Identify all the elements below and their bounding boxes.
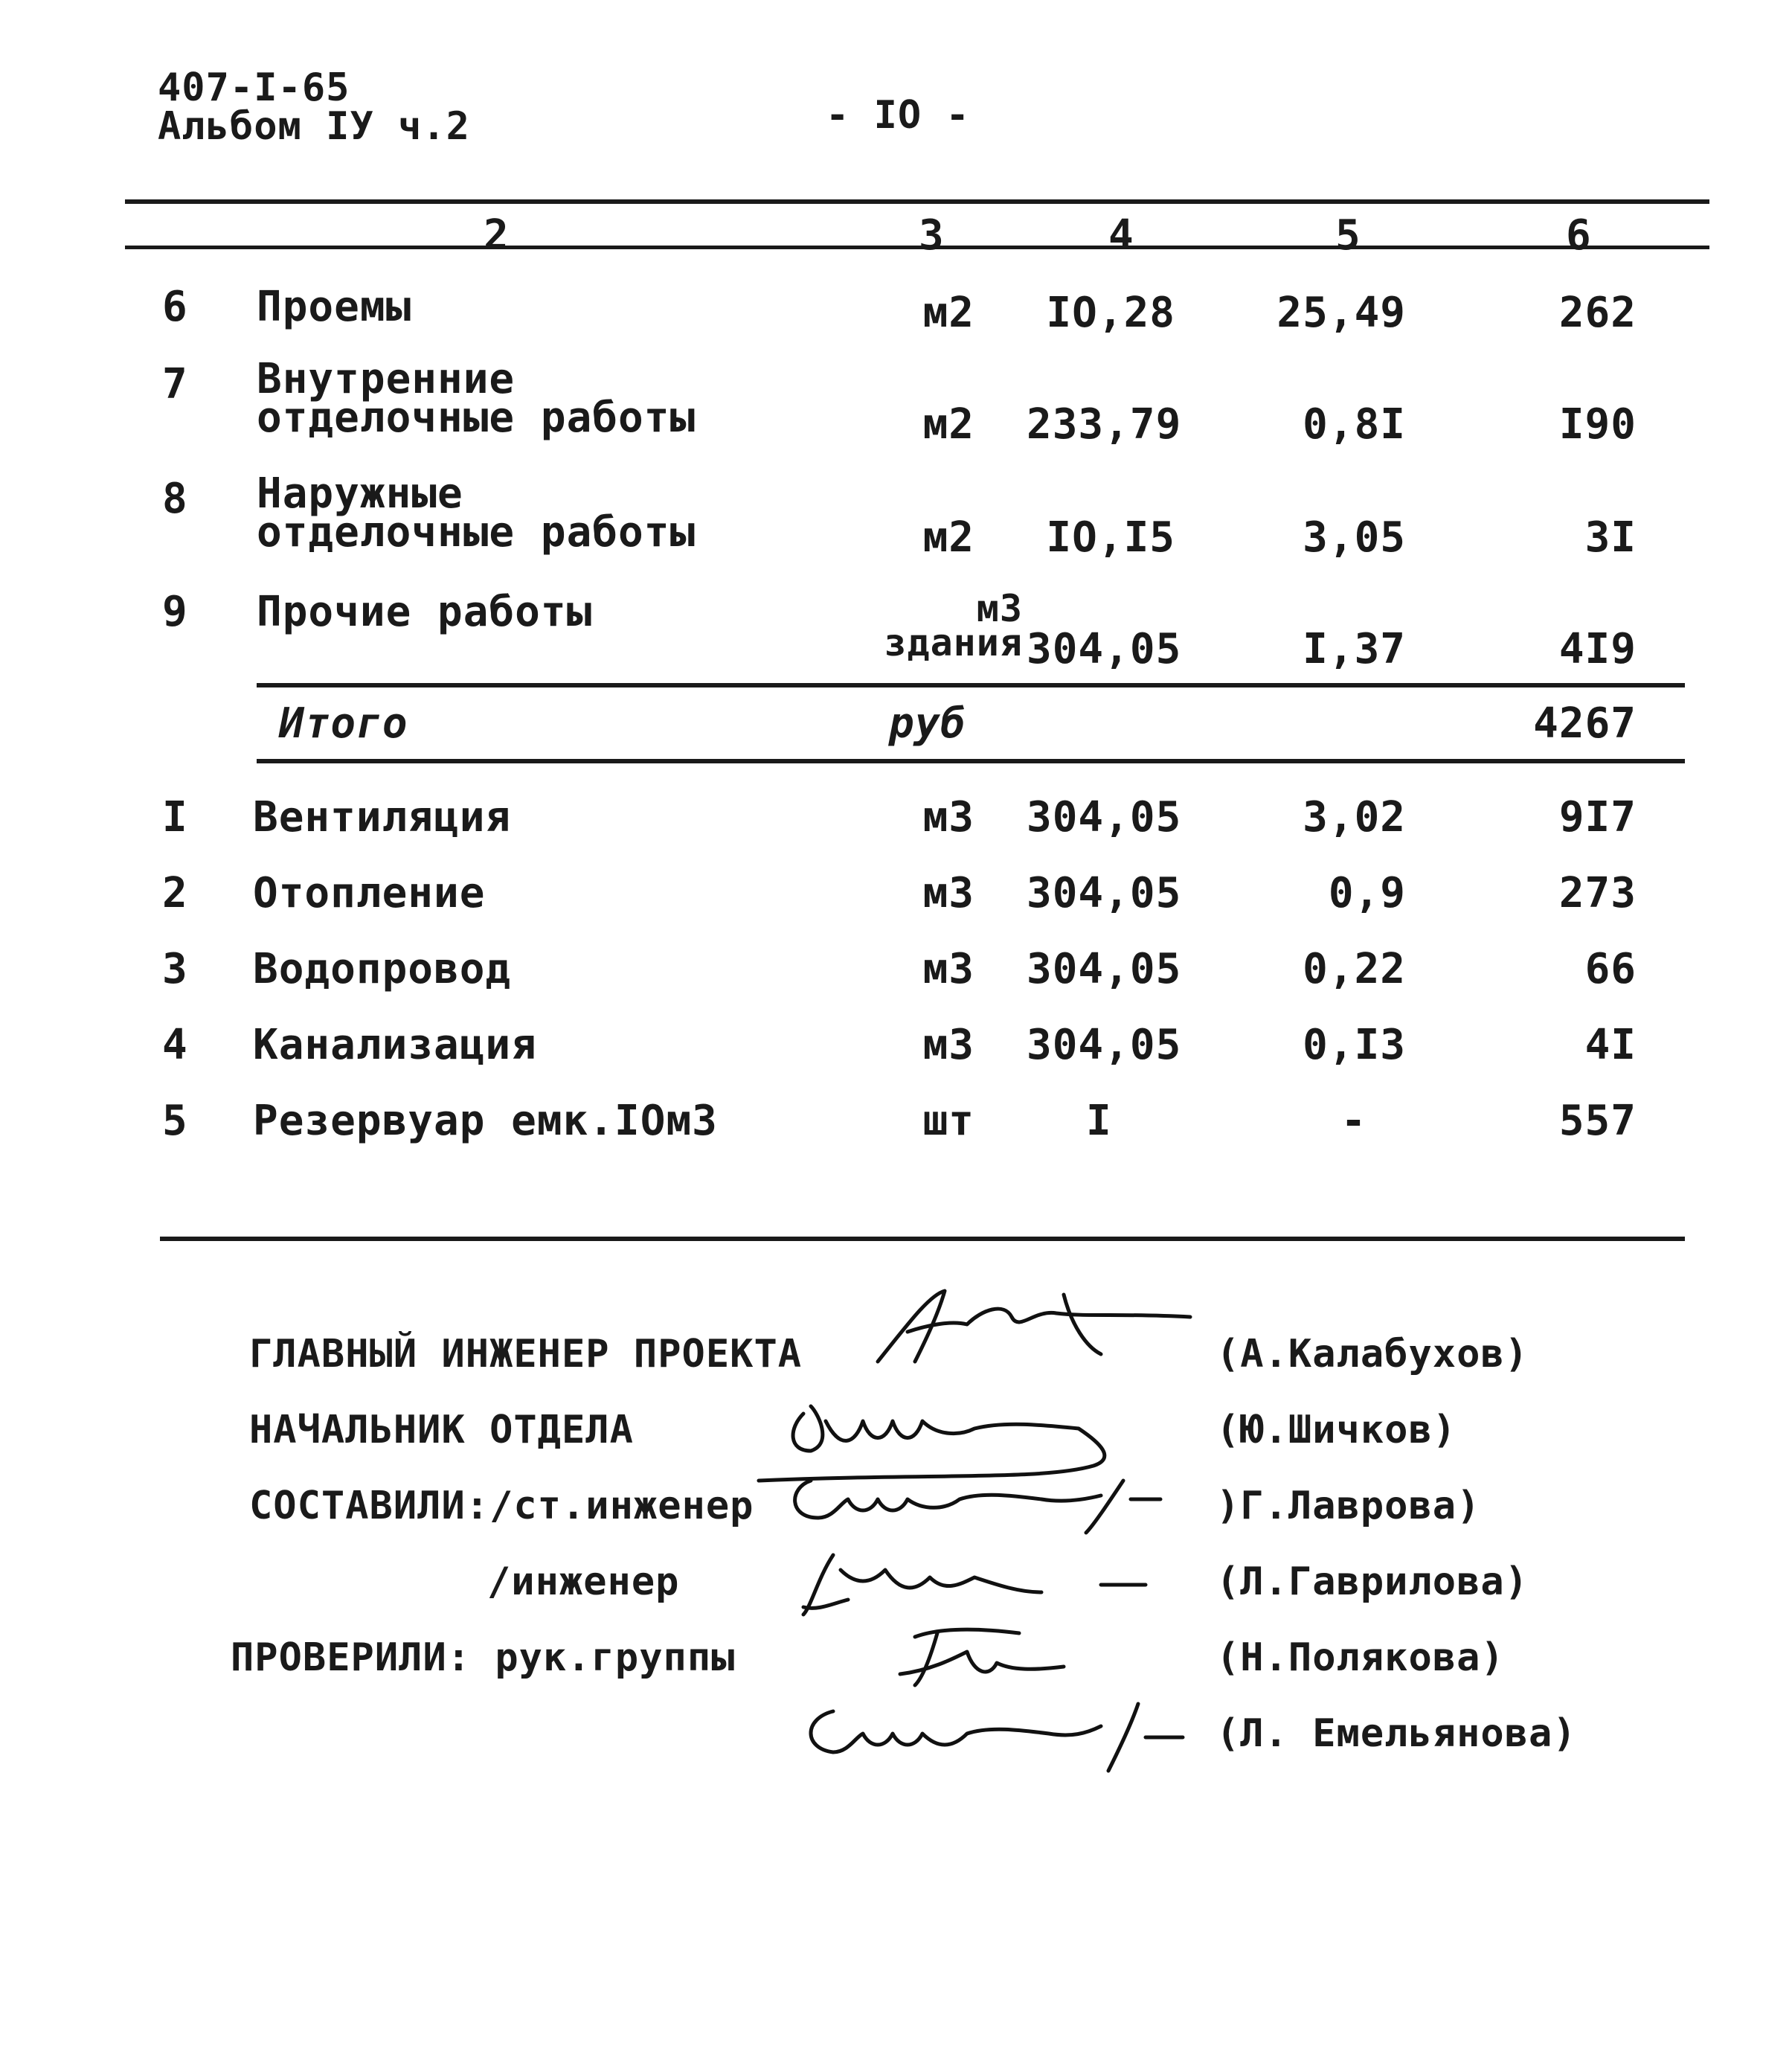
name-emelyanova: (Л. Емельянова) [1216,1711,1577,1756]
table-header-rule [125,246,1709,249]
name-kalabukhov: (А.Калабухов) [1216,1332,1529,1376]
row-number: 6 [162,283,188,331]
signature-emelyanova [789,1689,1205,1778]
signature-polyakova [885,1615,1093,1696]
row-qty: 304,05 [1027,793,1182,842]
table-top-rule [125,199,1709,204]
row-number: 5 [162,1097,188,1145]
row-price: 0,22 [1303,945,1406,993]
role-chief-engineer: ГЛАВНЫЙ ИНЖЕНЕР ПРОЕКТА [249,1332,803,1376]
row-total: 9I7 [1558,793,1637,842]
col-header-3: 3 [919,211,945,260]
row-qty: 304,05 [1027,945,1182,993]
row-unit: м3 здания [884,587,1023,664]
col-header-2: 2 [484,211,510,260]
document-code: 407-I-65 [158,65,350,110]
row-price: I,37 [1303,625,1406,673]
row-number: I [162,793,188,842]
col-header-6: 6 [1566,211,1592,260]
subtotal-top-rule [257,683,1685,687]
row-qty: I [1086,1097,1112,1145]
col-header-4: 4 [1108,211,1134,260]
row-name: Резервуар емк.IOм3 [253,1097,718,1145]
row-unit: м3 [922,945,974,993]
role-compiled-senior-engineer: СОСТАВИЛИ:/ст.инженер [249,1484,754,1528]
row-total: 3I [1584,513,1637,562]
row-qty: 304,05 [1027,1021,1182,1069]
row-total: 66 [1584,945,1637,993]
row-price: - [1340,1097,1367,1145]
signature-kalabukhov [863,1280,1205,1376]
row-unit: м2 [922,400,974,449]
row-qty: 304,05 [1027,625,1182,673]
row-name: Отопление [253,869,486,917]
name-lavrova: )Г.Лаврова) [1216,1484,1481,1528]
name-shichkov: (Ю.Шичков) [1216,1408,1457,1452]
row-price: 0,9 [1328,869,1406,917]
row-price: 3,05 [1303,513,1406,562]
row-price: 25,49 [1276,289,1406,337]
row-number: 9 [162,588,188,636]
row-unit: шт [922,1097,974,1145]
row-total: 4I9 [1558,625,1637,673]
total-value: 4267 [1533,699,1637,748]
row-number: 8 [162,475,188,523]
row-total: 262 [1558,289,1637,337]
signature-lavrova [774,1458,1175,1540]
table-bottom-rule [160,1237,1685,1241]
row-total: 557 [1558,1097,1637,1145]
subtotal-bottom-rule [257,759,1685,763]
row-number: 4 [162,1021,188,1069]
total-label: Итого [279,699,408,748]
row-qty: 233,79 [1027,400,1182,449]
row-total: I90 [1558,400,1637,449]
row-name: Вентиляция [253,793,512,842]
row-name: Наружные отделочные работы [257,469,696,557]
row-number: 2 [162,869,188,917]
row-qty: 304,05 [1027,869,1182,917]
row-unit: м3 [922,793,974,842]
name-gavrilova: (Л.Гаврилова) [1216,1559,1529,1604]
col-header-5: 5 [1335,211,1361,260]
role-checked-group-head: ПРОВЕРИЛИ: рук.группы [231,1635,736,1680]
signature-gavrilova [789,1540,1160,1622]
role-department-head: НАЧАЛЬНИК ОТДЕЛА [249,1408,634,1452]
row-name: Канализация [253,1021,537,1069]
row-price: 0,I3 [1303,1021,1406,1069]
album-label: Альбом IУ ч.2 [158,104,470,149]
total-unit: руб [889,699,967,748]
row-total: 273 [1558,869,1637,917]
role-compiled-engineer: /инженер [487,1559,680,1604]
row-unit: м3 [922,1021,974,1069]
row-price: 0,8I [1303,400,1406,449]
row-qty: IO,I5 [1046,513,1175,562]
row-total: 4I [1584,1021,1637,1069]
row-price: 3,02 [1303,793,1406,842]
row-unit: м2 [922,289,974,337]
row-unit: м3 [922,869,974,917]
row-name: Внутренние отделочные работы [257,355,696,442]
row-number: 7 [162,360,188,408]
row-unit: м2 [922,513,974,562]
page-number: - IO - [826,93,970,138]
name-polyakova: (Н.Полякова) [1216,1635,1505,1680]
row-name: Водопровод [253,945,512,993]
row-name: Прочие работы [257,588,593,636]
row-number: 3 [162,945,188,993]
row-name: Проемы [257,283,412,331]
row-qty: IO,28 [1046,289,1175,337]
